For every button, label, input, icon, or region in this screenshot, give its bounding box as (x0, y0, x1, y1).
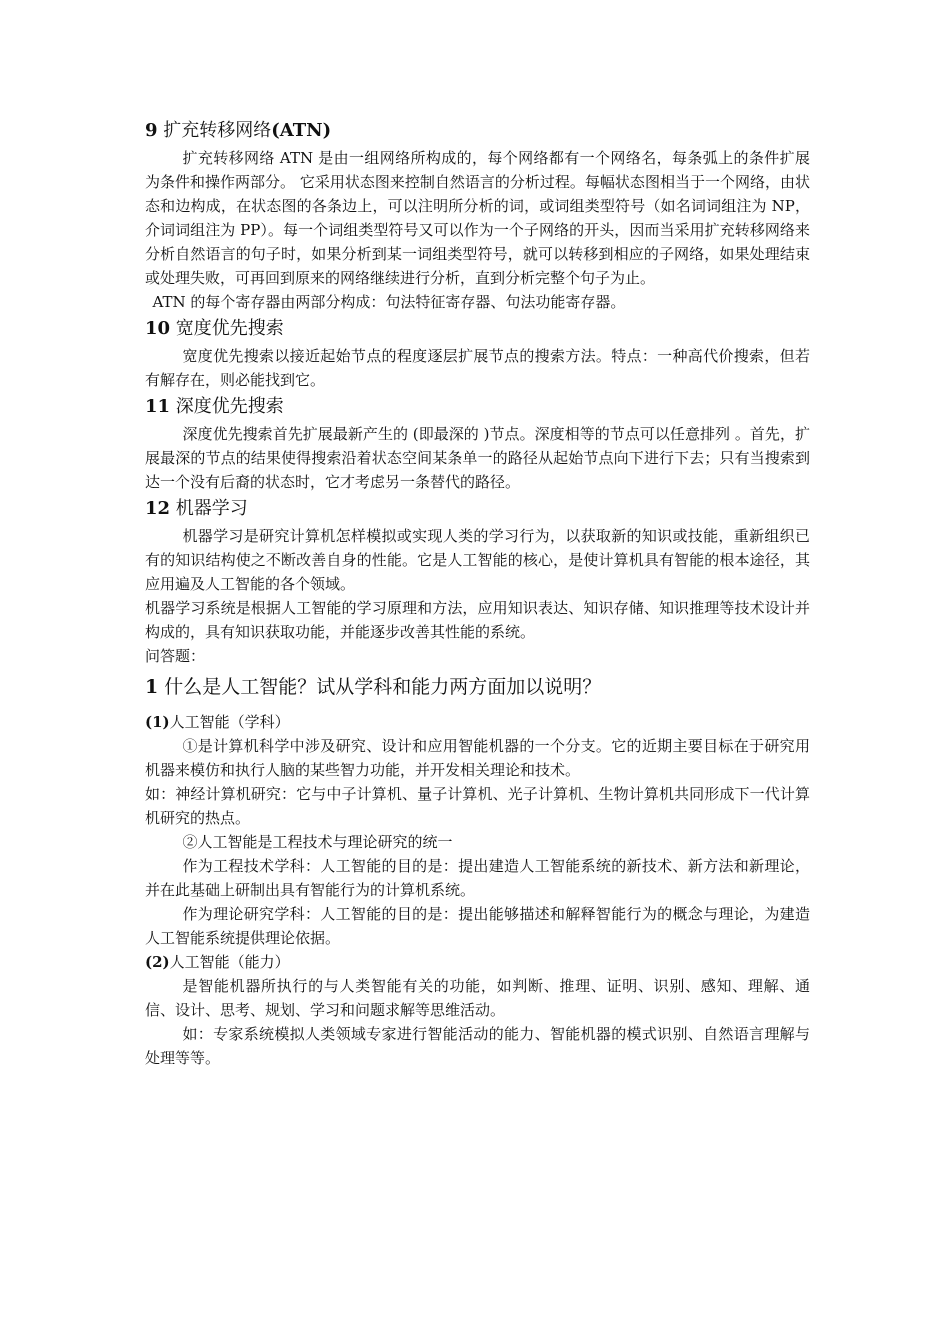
part-title: 人工智能（能力） (169, 953, 290, 971)
section-number: 11 (145, 396, 171, 417)
part-number: (2) (145, 953, 170, 971)
section-number: 9 (145, 120, 158, 141)
section-number: 12 (145, 498, 171, 519)
question-heading (145, 670, 810, 704)
part-2-heading (145, 950, 810, 974)
paragraph: ②人工智能是工程技术与理论研究的统一 (182, 833, 453, 851)
question-title: 什么是人工智能？试从学科和能力两方面加以说明？ (164, 676, 602, 698)
section-title-acronym: (ATN) (271, 120, 332, 141)
section-title: 宽度优先搜索 (175, 318, 284, 339)
part-title: 人工智能（学科） (169, 713, 290, 731)
paragraph: 如：神经计算机研究：它与中子计算机、量子计算机、光子计算机、生物计算机共同形成下一代计算机研究的热点。 (145, 785, 810, 827)
document-page (145, 112, 810, 1070)
paragraph: ATN 的每个寄存器由两部分构成：句法特征寄存器、句法功能寄存器。 (152, 293, 626, 311)
section-title: 扩充转移网络 (163, 120, 272, 141)
section-12-heading (145, 494, 810, 524)
paragraph: 扩充转移网络 ATN 是由一组网络所构成的，每个网络都有一个网络名，每条弧上的条件扩展为条件和操作两部分。 它采用状态图来控制自然语言的分析过程。每幅状态图相当于一个网络，由状态和边构成，在状态图的各条边上，可以注明所分析的词，或词组类型符号（如名词词组注为 NP，介词词组注为 PP）。每一个词组类型符号又可以作为一个子网络的开头，因而当采用扩充转移网络来分析自然语言的句子时，如果分析到某一词组类型符号，就可以转移到相应的子网络，如果处理结束或处理失败，可再回到原来的网络继续进行分析，直到分析完整个句子为止。 (145, 149, 810, 287)
paragraph: 作为工程技术学科：人工智能的目的是：提出建造人工智能系统的新技术、新方法和新理论，并在此基础上研制出具有智能行为的计算机系统。 (145, 857, 810, 899)
paragraph: ①是计算机科学中涉及研究、设计和应用智能机器的一个分支。它的近期主要目标在于研究用机器来模仿和执行人脑的某些智力功能，并开发相关理论和技术。 (145, 737, 810, 779)
paragraph: 机器学习是研究计算机怎样模拟或实现人类的学习行为，以获取新的知识或技能，重新组织已有的知识结构使之不断改善自身的性能。它是人工智能的核心，是使计算机具有智能的根本途径，其应用遍及人工智能的各个领域。 (145, 527, 810, 593)
paragraph: 机器学习系统是根据人工智能的学习原理和方法，应用知识表达、知识存储、知识推理等技术设计并构成的，具有知识获取功能，并能逐步改善其性能的系统。 (145, 599, 810, 641)
section-9-heading (145, 116, 810, 146)
part-number: (1) (145, 713, 170, 731)
qa-label: 问答题： (145, 647, 206, 665)
paragraph: 是智能机器所执行的与人类智能有关的功能，如判断、推理、证明、识别、感知、理解、通信、设计、思考、规划、学习和问题求解等思维活动。 (145, 977, 810, 1019)
paragraph: 如：专家系统模拟人类领域专家进行智能活动的能力、智能机器的模式识别、自然语言理解与处理等等。 (145, 1025, 810, 1067)
question-number: 1 (145, 676, 159, 698)
section-title: 深度优先搜索 (175, 396, 284, 417)
paragraph: 作为理论研究学科：人工智能的目的是：提出能够描述和解释智能行为的概念与理论，为建造人工智能系统提供理论依据。 (145, 905, 810, 947)
section-title: 机器学习 (175, 498, 248, 519)
paragraph: 深度优先搜索首先扩展最新产生的 (即最深的 )节点。深度相等的节点可以任意排列 。首先，扩展最深的节点的结果使得搜索沿着状态空间某条单一的路径从起始节点向下进行下去；只有当搜索到达一个没有后裔的状态时，它才考虑另一条替代的路径。 (145, 425, 810, 491)
section-11-heading (145, 392, 810, 422)
paragraph: 宽度优先搜索以接近起始节点的程度逐层扩展节点的搜索方法。特点：一种高代价搜索，但若有解存在，则必能找到它。 (145, 347, 810, 389)
part-1-heading (145, 710, 810, 734)
section-10-heading (145, 314, 810, 344)
section-number: 10 (145, 318, 171, 339)
